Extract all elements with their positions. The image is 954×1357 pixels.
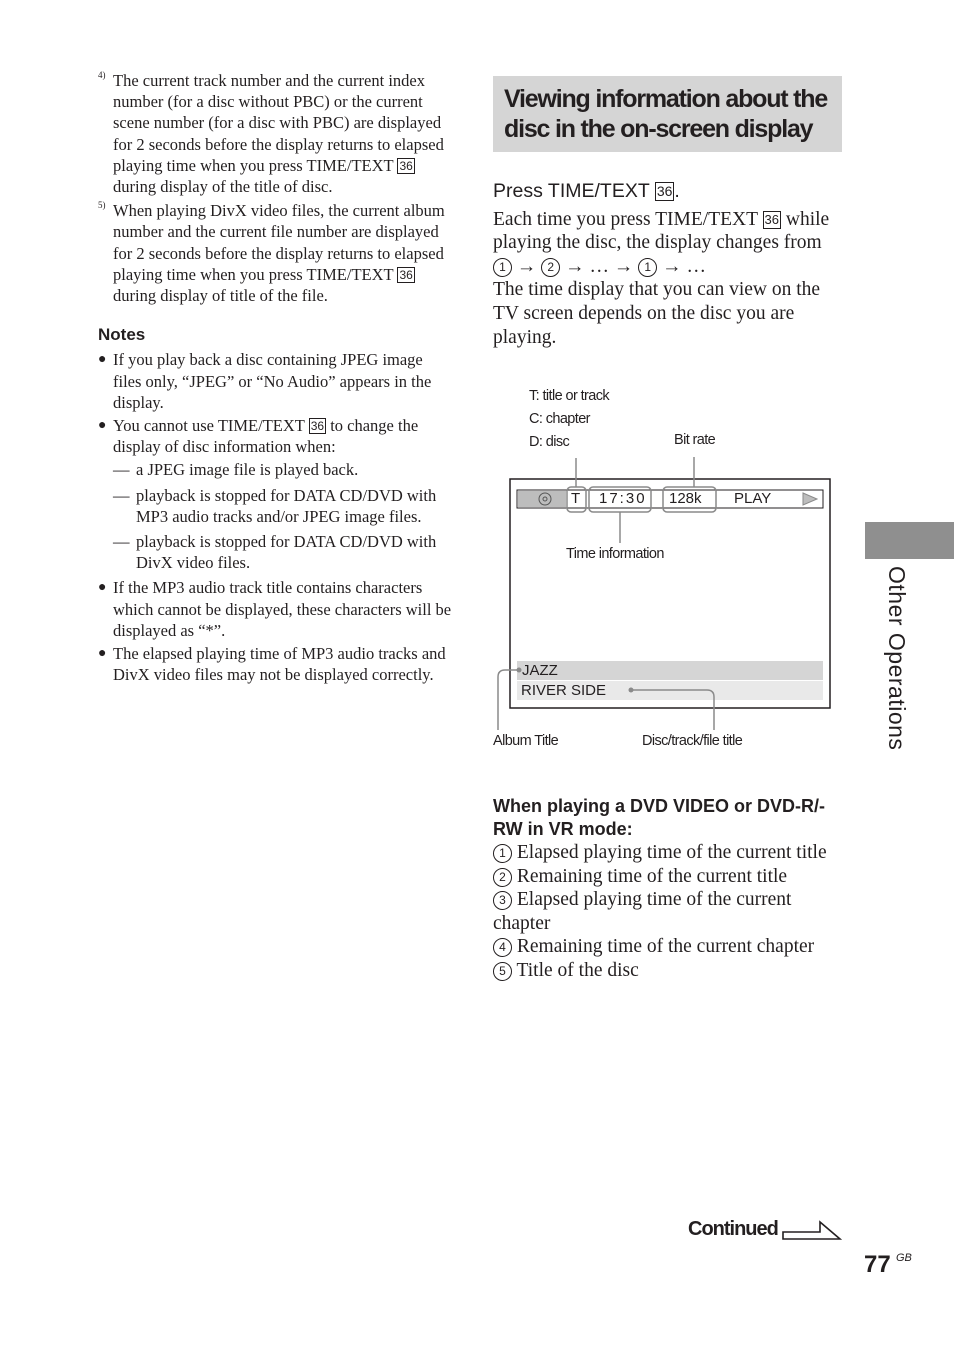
- dvd-list-item: [493, 935, 845, 959]
- screen-mode: T: [571, 490, 581, 507]
- notes-heading: Notes: [98, 325, 146, 345]
- para-text: Each time you press TIME/TEXT: [493, 208, 763, 230]
- key-36-icon: 36: [399, 267, 413, 282]
- footnote-text: during display of the title of disc.: [113, 177, 333, 197]
- press-text-end: .: [674, 180, 680, 202]
- dvd-heading: When playing a DVD VIDEO or DVD-R/-RW in VR mode:: [493, 796, 826, 839]
- press-instruction: [493, 180, 845, 204]
- key-36-icon: 36: [310, 419, 325, 434]
- key-36-icon: 36: [764, 211, 779, 227]
- footnote-text: during display of title of the file.: [113, 286, 328, 306]
- note-subitem: [98, 485, 453, 527]
- note-subitem: [98, 531, 453, 573]
- subitem-text: a JPEG image file is played back.: [136, 460, 359, 480]
- label-bit-rate: Bit rate: [674, 432, 716, 448]
- circled-number-icon: 1: [493, 844, 512, 863]
- note-text: If you play back a disc containing JPEG image files only, “JPEG” or “No Audio” appears in the display.: [113, 350, 432, 412]
- arrow-icon: →: [565, 255, 585, 277]
- dvd-list-item: [493, 865, 845, 889]
- page-number: 77: [864, 1251, 891, 1278]
- display-cycle-paragraph: [493, 208, 845, 279]
- note-bullet: [98, 415, 453, 457]
- screen-time: 17:30: [599, 490, 647, 507]
- note-text: If the MP3 audio track title contains characters which cannot be displayed, these characters will be displayed as “*”.: [113, 578, 452, 640]
- footnote-text: When playing DivX video files, the current album number and the current file number are displayed for 2 seconds before the display returns to elapsed playing time when you press TIME/TEXT: [113, 201, 445, 284]
- footnote-number: 4): [98, 70, 106, 80]
- bullet-icon: ●: [98, 580, 107, 596]
- dvd-list-item: [493, 959, 845, 983]
- label-disc: D: disc: [529, 434, 570, 450]
- continued-arrow-icon: [782, 1219, 842, 1243]
- key-36-icon: 36: [656, 183, 673, 199]
- label-chapter: C: chapter: [529, 411, 590, 427]
- circled-number-icon: 3: [493, 891, 512, 910]
- arrow-icon: →: [662, 255, 682, 277]
- continued-label: Continued: [688, 1218, 778, 1240]
- label-disc-track-file-title: Disc/track/file title: [642, 733, 743, 749]
- para-text: while playing the disc, the display changes from: [493, 208, 830, 254]
- album-bar: [517, 661, 823, 680]
- label-album-title: Album Title: [493, 733, 559, 749]
- left-column: [98, 70, 453, 687]
- circled-number-icon: 5: [493, 962, 512, 981]
- dash-mark: —: [113, 485, 130, 505]
- label-title-or-track: T: title or track: [529, 388, 610, 404]
- dvd-item-text: Elapsed playing time of the current title: [516, 842, 827, 863]
- time-display-paragraph: The time display that you can view on the TV screen depends on the disc you are playing.: [493, 279, 821, 348]
- dvd-list-item: [493, 888, 845, 935]
- screen-status: PLAY: [734, 490, 772, 507]
- dash-mark: —: [113, 532, 130, 552]
- circled-number-icon: 4: [493, 938, 512, 957]
- footnote-4: [98, 70, 453, 197]
- bullet-icon: ●: [98, 352, 107, 368]
- circled-number-icon: 2: [493, 868, 512, 887]
- right-column: [493, 180, 845, 349]
- note-bullet: [98, 349, 453, 413]
- circled-2-icon: 2: [541, 258, 560, 277]
- key-36-icon: 36: [399, 158, 413, 173]
- dvd-item-text: Remaining time of the current title: [516, 865, 788, 887]
- screen-album: JAZZ: [522, 662, 558, 679]
- dvd-item-text: Title of the disc: [516, 959, 639, 981]
- dvd-item-text: Remaining time of the current chapter: [516, 936, 815, 958]
- page-region-suffix: GB: [896, 1252, 912, 1264]
- dvd-list-item: [493, 841, 845, 865]
- circled-1-icon: 1: [638, 258, 657, 277]
- arrow-icon: →: [516, 255, 537, 277]
- ellipsis: …: [686, 255, 706, 277]
- arrow-icon: →: [613, 255, 634, 277]
- note-text: to change the display of disc information when:: [113, 416, 419, 457]
- circled-1-icon: 1: [493, 258, 512, 277]
- label-time-information: Time information: [566, 546, 664, 562]
- subitem-text: playback is stopped for DATA CD/DVD with MP3 audio tracks and/or JPEG image files.: [136, 485, 437, 526]
- note-text: The elapsed playing time of MP3 audio tracks and DivX video files may not be displayed correctly.: [113, 644, 446, 685]
- dvd-time-display-section: [493, 795, 845, 983]
- footnote-number: 5): [98, 200, 106, 211]
- note-bullet: [98, 643, 453, 685]
- press-text: Press TIME/TEXT: [493, 180, 655, 202]
- subitem-text: playback is stopped for DATA CD/DVD with DivX video files.: [136, 532, 437, 573]
- section-heading-box: [493, 76, 842, 152]
- section-heading: Viewing information about the disc in the on-screen display: [504, 85, 828, 143]
- footnote-5: [98, 200, 453, 306]
- dash-mark: —: [113, 460, 130, 480]
- footnote-text: The current track number and the current index number (for a disc without PBC) or the current scene number (for a disc with PBC) are displayed for 2 seconds before the display returns to elapsed playing time when you press TIME/TEXT: [113, 71, 444, 175]
- note-text: You cannot use TIME/TEXT: [113, 416, 309, 436]
- on-screen-display-diagram: [493, 385, 843, 760]
- screen-track: RIVER SIDE: [521, 682, 607, 699]
- dvd-item-text: Elapsed playing time of the current chapter: [493, 889, 792, 934]
- section-tab-label: Other Operations: [884, 566, 910, 751]
- note-bullet: [98, 577, 453, 641]
- note-subitem: [98, 459, 453, 480]
- screen-bitrate: 128k: [669, 490, 702, 507]
- section-tab: [865, 522, 954, 559]
- bullet-icon: ●: [98, 646, 107, 662]
- ellipsis: …: [589, 255, 609, 277]
- bullet-icon: ●: [98, 418, 107, 434]
